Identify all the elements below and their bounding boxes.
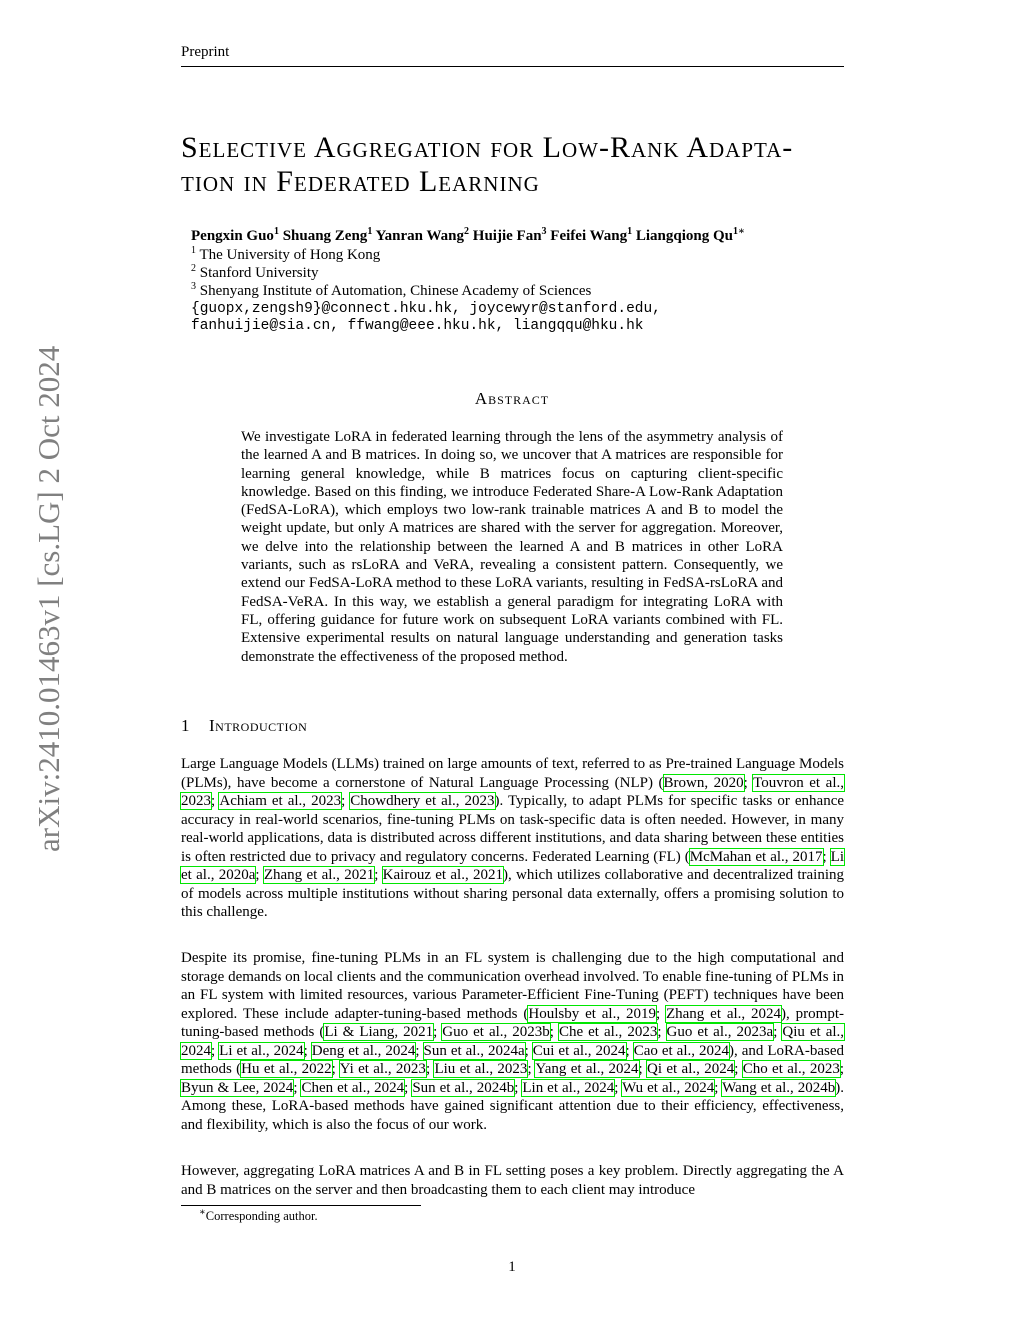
citation-link[interactable]: Yi et al., 2023 — [339, 1061, 426, 1077]
citation-link[interactable]: Cui et al., 2024 — [532, 1042, 626, 1059]
citation-link[interactable]: Wang et al., 2024b — [722, 1079, 836, 1096]
email-line[interactable]: fanhuijie@sia.cn, ffwang@eee.hku.hk, liangqqu@hku.hk — [191, 318, 644, 334]
footnote — [199, 1206, 318, 1224]
citation-link[interactable]: Kairouz et al., 2021 — [382, 867, 503, 883]
header-rule — [181, 66, 844, 67]
author-name: Shuang Zeng — [282, 228, 368, 244]
author-name: Liangqiong Qu — [635, 228, 733, 244]
citation-link[interactable]: Qi et al., 2024 — [647, 1061, 735, 1077]
footnote-rule — [181, 1205, 421, 1206]
citation-link[interactable]: Li et al., 2024 — [219, 1042, 304, 1059]
page-number: 1 — [508, 1259, 516, 1275]
footnote-mark: ∗ — [199, 1206, 206, 1218]
citation-link[interactable]: Li & Liang, 2021 — [324, 1024, 434, 1040]
citation-link[interactable]: Zhang et al., 2024 — [665, 1005, 782, 1022]
intro-paragraph-2: Despite its promise, fine-tuning PLMs in an FL system is challenging due to the high computational and storage demands on local clients and the communication overhead involved. To enable fine-tuning of PLMs in an FL system with limited resources, various Parameter-Efficient Fine-Tuning (PEFT) techniques have been explored. These include adapter-tuning-based methods (Houlsby et al., 2019; Zhang et al., 2024), prompt-tuning-based methods (Li & Liang, 2021; Guo et al., 2023b; Che et al., 2023; Guo et al., 2023a; Qiu et al., 2024; Li et al., 2024; Deng et al., 2024; Sun et al., 2024a; Cui et al., 2024; Cao et al., 2024), and LoRA-based methods (Hu et al., 2022; Yi et al., 2023; Liu et al., 2023; Yang et al., 2024; Qi et al., 2024; Cho et al., 2023; Byun & Lee, 2024; Chen et al., 2024; Sun et al., 2024b; Lin et al., 2024; Wu et al., 2024; Wang et al., 2024b). Among these, LoRA-based methods have gained significant attention due to their efficiency, effectiveness, and flexibility, which is also the focus of our work. — [181, 950, 845, 1133]
citation-link[interactable]: Li et al., 2020a — [181, 848, 844, 883]
title-line-1: Selective Aggregation for Low-Rank Adapta- — [181, 131, 794, 164]
citation-link[interactable]: Hu et al., 2022 — [241, 1061, 332, 1077]
citation-link[interactable]: Chowdhery et al., 2023 — [350, 793, 495, 809]
arxiv-sidebar-stamp[interactable]: arXiv:2410.01463v1 [cs.LG] 2 Oct 2024 — [31, 345, 66, 852]
citation-link[interactable]: Cao et al., 2024 — [633, 1042, 729, 1059]
author-name: Pengxin Guo — [191, 228, 274, 244]
citation-link[interactable]: Yang et al., 2024 — [535, 1061, 639, 1077]
footnote-text: Corresponding author. — [205, 1209, 318, 1223]
author-name: Yanran Wang — [375, 228, 465, 244]
citation-link[interactable]: Touvron et al., 2023 — [181, 774, 844, 809]
affiliation: $^2$ Stanford University — [191, 263, 319, 281]
citation-link[interactable]: Wu et al., 2024 — [622, 1079, 715, 1096]
citation-link[interactable]: Qiu et al., 2024 — [181, 1024, 845, 1059]
citation-link[interactable]: Lin et al., 2024 — [522, 1079, 615, 1096]
affiliation: $^1$ The University of Hong Kong — [191, 245, 381, 263]
citation-link[interactable]: Che et al., 2023 — [558, 1024, 658, 1040]
intro-paragraph-3: However, aggregating LoRA matrices A and B in FL setting poses a key problem. Directly aggregating the A and B matrices on the server and then broadcasting them to each client may introduce — [181, 1163, 844, 1198]
intro-paragraph-1: Large Language Models (LLMs) trained on large amounts of text, referred to as Pre-trained Language Models (PLMs), have become a cornerstone of Natural Language Processing (NLP) (Brown, 2020; Touvron et al., 2023; Achiam et al., 2023; Chowdhery et al., 2023). Typically, to adapt PLMs for specific tasks or enhance accuracy in real-world scenarios, fine-tuning PLMs on task-specific data is often needed. However, in many real-world applications, data is distributed across different institutions, and data sharing between these entities is often restricted due to privacy and regulatory concerns. Federated Learning (FL) (McMahan et al., 2017; Li et al., 2020a; Zhang et al., 2021; Kairouz et al., 2021), which utilizes collaborative and decentralized training of models across multiple institutions without sharing personal data externally, offers a promising solution to this challenge. — [181, 756, 845, 920]
section-title: Introduction — [209, 716, 308, 735]
citation-link[interactable]: Sun et al., 2024a — [423, 1042, 525, 1059]
running-header: Preprint — [181, 44, 230, 60]
citation-link[interactable]: Deng et al., 2024 — [311, 1042, 416, 1059]
email-line[interactable]: {guopx,zengsh9}@connect.hku.hk, joycewyr@stanford.edu, — [191, 301, 661, 317]
affiliation: $^3$ Shenyang Institute of Automation, Chinese Academy of Sciences — [191, 281, 592, 299]
citation-link[interactable]: Guo et al., 2023b — [442, 1024, 550, 1040]
author-affil-mark: 2 — [464, 226, 470, 237]
citation-link[interactable]: Chen et al., 2024 — [301, 1079, 405, 1096]
citation-link[interactable]: Zhang et al., 2021 — [263, 867, 375, 883]
citation-link[interactable]: Liu et al., 2023 — [434, 1061, 528, 1077]
author-block — [191, 228, 745, 334]
citation-link[interactable]: Houlsby et al., 2019 — [528, 1005, 656, 1022]
citation-link[interactable]: Cho et al., 2023 — [742, 1061, 840, 1077]
citation-link[interactable]: Achiam et al., 2023 — [219, 793, 342, 809]
citation-link[interactable]: Byun & Lee, 2024 — [181, 1079, 294, 1096]
author-affil-mark: 1 — [627, 226, 633, 237]
section-heading-introduction — [181, 716, 307, 736]
author-name: Huijie Fan — [472, 228, 542, 244]
section-number: 1 — [181, 716, 190, 735]
citation-link[interactable]: Guo et al., 2023a — [666, 1024, 774, 1040]
author-name: Feifei Wang — [550, 228, 628, 244]
citation-link[interactable]: McMahan et al., 2017 — [689, 848, 823, 865]
paper-title — [181, 131, 861, 199]
author-list — [191, 228, 745, 245]
author-affil-mark: 3 — [541, 226, 547, 237]
author-affil-mark: 1 — [273, 226, 279, 237]
abstract-body: We investigate LoRA in federated learning through the lens of the asymmetry analysis of the learned A and B matrices. In doing so, we uncover that A matrices are responsible for learning general knowledge, while B matrices focus on capturing client-specific knowledge. Based on this finding, we introduce Federated Share-A Low-Rank Adaptation (FedSA-LoRA), which employs two low-rank trainable matrices A and B to model the weight update, but only A matrices are shared with the server for aggregation. Moreover, we delve into the relationship between the learned A and B matrices in other LoRA variants, such as rsLoRA and VeRA, revealing a consistent pattern. Consequently, we extend our FedSA-LoRA method to these LoRA variants, resulting in FedSA-rsLoRA and FedSA-VeRA. In this way, we establish a general paradigm for integrating LoRA with FL, offering guidance for future work on subsequent LoRA variants combined with FL. Extensive experimental results on natural language understanding and generation tasks demonstrate the effectiveness of the proposed method. — [241, 429, 783, 665]
author-affil-mark: 1 — [367, 226, 373, 237]
title-line-2: tion in Federated Learning — [181, 165, 540, 198]
abstract-heading: Abstract — [474, 389, 550, 408]
citation-link[interactable]: Sun et al., 2024b — [412, 1079, 515, 1096]
author-affil-mark: 1∗ — [733, 226, 745, 237]
citation-link[interactable]: Brown, 2020 — [663, 774, 744, 791]
